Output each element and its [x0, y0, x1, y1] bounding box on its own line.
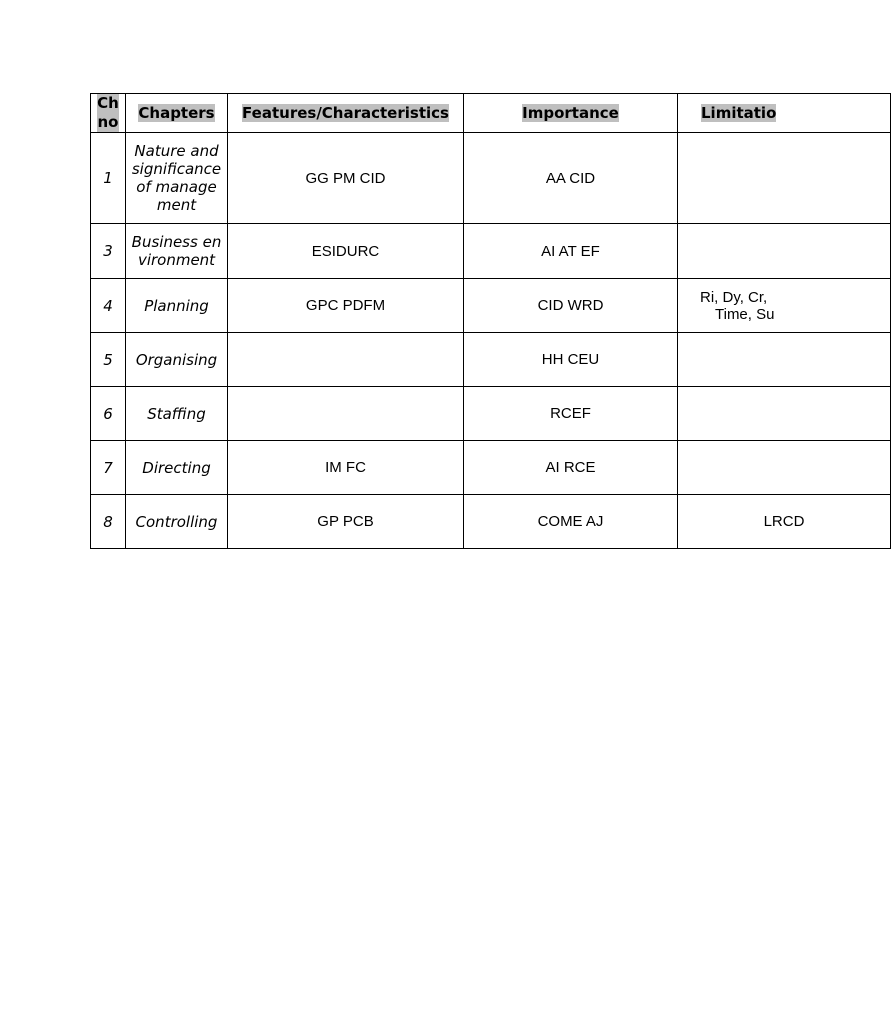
row-limitations — [678, 224, 891, 279]
table-row — [91, 495, 891, 549]
row-features — [228, 333, 464, 387]
row-limitations-line2: Time, Su — [715, 305, 775, 323]
row-chapter — [126, 224, 228, 279]
header-limitations — [678, 94, 891, 133]
row-importance: HH CEU — [464, 333, 678, 387]
row-chapter-text: Planning — [144, 296, 209, 315]
row-limitations — [678, 495, 891, 549]
row-limitations-line1: LRCD — [763, 513, 805, 530]
row-features: IM FC — [228, 441, 464, 495]
row-number: 5 — [91, 333, 126, 387]
row-number: 3 — [91, 224, 126, 279]
row-chapter — [126, 133, 228, 224]
header-ch-no-label: Ch no — [97, 94, 119, 131]
row-limitations — [678, 387, 891, 441]
row-features: GG PM CID — [228, 133, 464, 224]
row-importance: COME AJ — [464, 495, 678, 549]
row-features: GPC PDFM — [228, 279, 464, 333]
header-row — [91, 94, 891, 133]
row-limitations — [678, 133, 891, 224]
table-row — [91, 333, 891, 387]
row-importance: RCEF — [464, 387, 678, 441]
row-chapter-text: Nature and significance of management — [131, 142, 222, 214]
row-chapter — [126, 387, 228, 441]
header-features-label: Features/Characteristics — [242, 104, 449, 122]
row-features: ESIDURC — [228, 224, 464, 279]
row-features — [228, 387, 464, 441]
header-features — [228, 94, 464, 133]
row-features: GP PCB — [228, 495, 464, 549]
header-limitations-label: Limitatio — [701, 104, 777, 122]
row-limitations — [678, 333, 891, 387]
header-importance — [464, 94, 678, 133]
row-limitations — [678, 279, 891, 333]
header-chapters-label: Chapters — [138, 104, 215, 122]
table-row — [91, 133, 891, 224]
row-chapter — [126, 279, 228, 333]
chapters-table — [90, 93, 891, 549]
row-chapter-text: Business environment — [131, 233, 222, 269]
row-chapter-text: Staffing — [147, 404, 206, 423]
table-row — [91, 387, 891, 441]
header-ch-no — [91, 94, 126, 133]
row-importance: AI AT EF — [464, 224, 678, 279]
row-importance: AI RCE — [464, 441, 678, 495]
row-importance: CID WRD — [464, 279, 678, 333]
table-row — [91, 279, 891, 333]
row-limitations-line1: Ri, Dy, Cr, — [700, 288, 768, 306]
row-chapter-text: Organising — [135, 350, 218, 369]
row-number: 8 — [91, 495, 126, 549]
table-row — [91, 224, 891, 279]
row-importance: AA CID — [464, 133, 678, 224]
row-number: 6 — [91, 387, 126, 441]
row-chapter — [126, 333, 228, 387]
header-importance-label: Importance — [522, 104, 619, 122]
row-limitations — [678, 441, 891, 495]
table-row — [91, 441, 891, 495]
row-number: 4 — [91, 279, 126, 333]
row-number: 1 — [91, 133, 126, 224]
row-number: 7 — [91, 441, 126, 495]
row-chapter-text: Controlling — [135, 512, 218, 531]
row-chapter-text: Directing — [142, 458, 211, 477]
row-chapter — [126, 495, 228, 549]
row-chapter — [126, 441, 228, 495]
header-chapters — [126, 94, 228, 133]
